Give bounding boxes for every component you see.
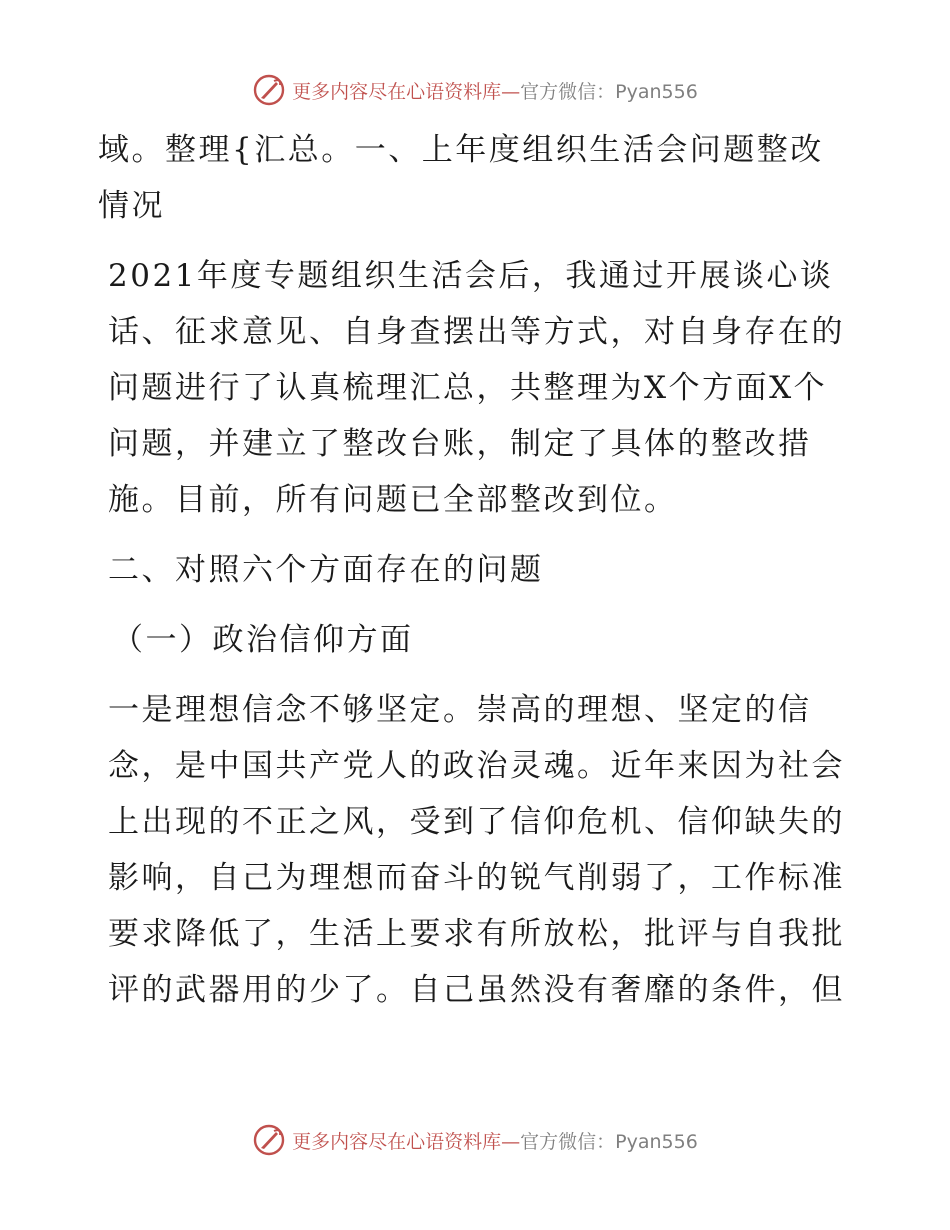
section-heading: 二、对照六个方面存在的问题 (108, 552, 544, 588)
paragraph-2: 2021年度专题组织生活会后，我通过开展谈心谈话、征求意见、自身查摆出等方式，对自身存在的问题进行了认真梳理汇总，共整理为X个方面X个问题，并建立了整改台账，制定了具体的整改措施。目前，所有问题已全部整改到位。 (108, 258, 845, 518)
watermark-text: 更多内容尽在心语资料库— (292, 1130, 521, 1153)
quill-circle-icon (252, 1123, 286, 1157)
paragraph-1: 域。整理{汇总。一、上年度组织生活会问题整改情况 (98, 132, 824, 224)
watermark-text: 更多内容尽在心语资料库— (292, 80, 521, 103)
paragraph-3: 一是理想信念不够坚定。崇高的理想、坚定的信念，是中国共产党人的政治灵魂。近年来因为社会上出现的不正之风，受到了信仰危机、信仰缺失的影响，自己为理想而奋斗的锐气削弱了，工作标准要求降低了，生活上要求有所放松，批评与自我批评的武器用的少了。自己虽然没有奢靡的条件，但 (108, 692, 845, 1008)
quill-circle-icon (252, 73, 286, 107)
watermark-contact: 官方微信：Pyan556 (520, 80, 698, 103)
document-body (98, 122, 850, 1032)
subsection-heading: （一）政治信仰方面 (112, 622, 414, 658)
header-watermark (0, 70, 950, 110)
watermark-contact: 官方微信：Pyan556 (520, 1130, 698, 1153)
footer-watermark (0, 1120, 950, 1160)
